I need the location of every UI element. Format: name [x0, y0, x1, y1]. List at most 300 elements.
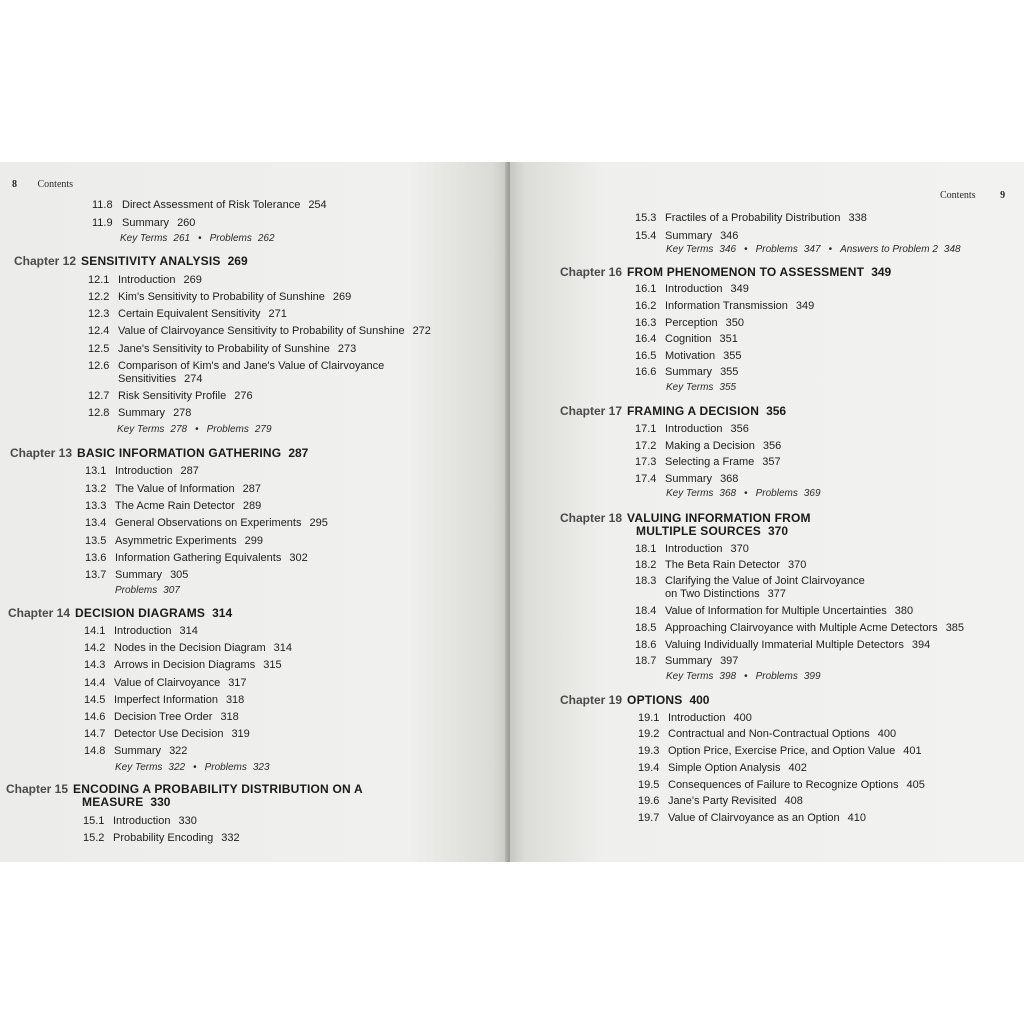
- toc-entry: [635, 366, 738, 379]
- toc-entry: [635, 639, 930, 652]
- bullet-separator: •: [828, 244, 833, 255]
- section-page: 349: [795, 300, 815, 312]
- toc-entry: [92, 217, 195, 230]
- end-matter-page: 323: [252, 762, 270, 773]
- section-number: 19.4: [638, 762, 660, 774]
- section-title: Simple Option Analysis: [668, 762, 781, 774]
- section-page: 322: [169, 745, 188, 757]
- section-page: 314: [179, 625, 198, 637]
- toc-entry: [84, 642, 292, 655]
- section-number: 16.1: [635, 283, 657, 295]
- end-matter-label: Problems: [755, 244, 798, 255]
- section-number: 17.1: [635, 423, 657, 435]
- section-title: Motivation: [665, 350, 716, 362]
- section-title: Introduction: [114, 625, 172, 637]
- end-matter-label: Problems: [209, 233, 252, 244]
- chapter-title: ENCODING A PROBABILITY DISTRIBUTION ON A: [73, 782, 363, 796]
- section-title: Summary: [118, 407, 166, 419]
- section-number: 12.1: [88, 274, 110, 286]
- section-number: 12.7: [88, 390, 110, 402]
- end-matter-label: Problems: [115, 585, 158, 596]
- section-number: 14.6: [84, 711, 106, 723]
- section-page: 315: [263, 659, 282, 671]
- section-page: 314: [273, 642, 292, 654]
- toc-entry: [635, 473, 738, 486]
- chapter-heading: [560, 694, 709, 707]
- section-title: Cognition: [665, 333, 712, 345]
- section-title: Value of Information for Multiple Uncertainties: [665, 605, 887, 617]
- section-page: 351: [719, 333, 738, 345]
- chapter-page: 400: [689, 693, 710, 707]
- toc-entry: [638, 779, 925, 792]
- end-matter-page: 399: [803, 671, 821, 682]
- section-number: 12.2: [88, 291, 110, 303]
- toc-entry: [85, 535, 263, 548]
- section-number: 16.4: [635, 333, 657, 345]
- chapter-heading: [560, 266, 891, 279]
- section-title: Arrows in Decision Diagrams: [114, 659, 256, 671]
- end-matter-page: 346: [719, 244, 737, 255]
- section-number: 19.2: [638, 728, 660, 740]
- right-running-head: [940, 190, 1005, 201]
- section-number: 13.5: [85, 535, 107, 547]
- section-title: Option Price, Exercise Price, and Option Value: [668, 745, 896, 757]
- toc-entry: [635, 230, 738, 243]
- end-matter-line: [666, 488, 821, 499]
- section-page: 338: [848, 212, 867, 224]
- section-number: 13.6: [85, 552, 107, 564]
- chapter-page: 356: [766, 404, 787, 418]
- end-matter-page: 278: [170, 424, 188, 435]
- toc-entry: [85, 500, 261, 513]
- section-title: Summary: [665, 473, 713, 485]
- section-title: Value of Clairvoyance: [114, 677, 221, 689]
- section-page: 287: [242, 483, 262, 495]
- section-number: 19.5: [638, 779, 660, 791]
- section-title-cont: Sensitivities: [118, 373, 177, 385]
- chapter-heading: [6, 783, 363, 809]
- section-title-cont: on Two Distinctions: [665, 588, 760, 600]
- toc-entry: [635, 605, 913, 618]
- chapter-label: Chapter 17: [560, 404, 623, 418]
- section-page: 276: [234, 390, 253, 402]
- section-number: 19.7: [638, 812, 660, 824]
- toc-entry: [638, 745, 922, 758]
- end-matter-line: [666, 382, 736, 393]
- end-matter-line: [115, 762, 270, 773]
- section-page: 269: [332, 291, 352, 303]
- section-page: 410: [847, 812, 866, 824]
- section-page: 356: [762, 440, 782, 452]
- section-page: 254: [308, 199, 327, 211]
- chapter-label: Chapter 13: [10, 446, 73, 460]
- section-title: Summary: [115, 569, 163, 581]
- right-running-head-title: Contents: [940, 190, 976, 201]
- toc-entry: [88, 274, 202, 287]
- left-running-head: [12, 179, 73, 190]
- toc-entry: [84, 694, 244, 707]
- end-matter-label: Answers to Problem 2: [840, 244, 938, 255]
- section-number: 15.4: [635, 230, 657, 242]
- toc-entry: [635, 456, 781, 469]
- toc-entry: [635, 283, 749, 296]
- toc-entry: [88, 343, 356, 356]
- section-title: Approaching Clairvoyance with Multiple Acme Detectors: [665, 622, 938, 634]
- section-number: 18.1: [635, 543, 657, 555]
- section-title: Summary: [665, 230, 713, 242]
- end-matter-label: Problems: [755, 488, 798, 499]
- toc-entry: [88, 360, 384, 386]
- section-page: 305: [170, 569, 189, 581]
- bullet-separator: •: [198, 233, 202, 244]
- section-page: 274: [184, 373, 203, 385]
- right-page-number: 9: [1000, 190, 1006, 201]
- section-page: 317: [228, 677, 247, 689]
- section-page: 272: [412, 325, 431, 337]
- section-title: Introduction: [113, 815, 171, 827]
- section-title: Summary: [665, 655, 713, 667]
- end-matter-page: 262: [257, 233, 275, 244]
- toc-entry: [83, 815, 197, 828]
- section-page: 271: [268, 308, 287, 320]
- toc-entry: [83, 832, 240, 845]
- section-number: 12.5: [88, 343, 110, 355]
- section-title: Perception: [665, 317, 718, 329]
- end-matter-label: Key Terms: [666, 671, 714, 682]
- section-number: 16.2: [635, 300, 657, 312]
- section-page: 370: [730, 543, 749, 555]
- section-title: Introduction: [665, 423, 723, 435]
- section-page: 299: [244, 535, 263, 547]
- section-title: General Observations on Experiments: [115, 517, 302, 529]
- section-number: 13.7: [85, 569, 107, 581]
- toc-entry: [84, 711, 239, 724]
- chapter-title-line2: [560, 525, 811, 538]
- left-page-number: 8: [12, 179, 17, 190]
- bullet-separator: •: [195, 424, 199, 435]
- section-title: Value of Clairvoyance Sensitivity to Probability of Sunshine: [118, 325, 405, 337]
- section-title: Contractual and Non-Contractual Options: [668, 728, 870, 740]
- section-page: 405: [906, 779, 925, 791]
- toc-entry: [85, 517, 328, 530]
- section-page: 273: [337, 343, 357, 355]
- section-number: 12.4: [88, 325, 110, 337]
- left-page: [0, 162, 508, 862]
- toc-entry: [638, 728, 896, 741]
- section-title: Making a Decision: [665, 440, 755, 452]
- end-matter-label: Key Terms: [666, 488, 714, 499]
- section-page: 319: [231, 728, 250, 740]
- chapter-title: FROM PHENOMENON TO ASSESSMENT: [627, 265, 865, 279]
- bullet-separator: •: [744, 488, 748, 499]
- end-matter-label: Key Terms: [120, 233, 168, 244]
- toc-entry: [84, 677, 247, 690]
- section-page: 332: [221, 832, 240, 844]
- toc-entry: [635, 300, 814, 313]
- section-title: Selecting a Frame: [665, 456, 755, 468]
- chapter-label: Chapter 14: [8, 606, 71, 620]
- section-number: 18.5: [635, 622, 657, 634]
- toc-entry: [635, 655, 738, 668]
- chapter-label: Chapter 16: [560, 265, 623, 279]
- toc-entry: [635, 212, 867, 225]
- left-running-head-title: Contents: [37, 179, 74, 190]
- end-matter-label: Problems: [755, 671, 798, 682]
- section-number: 15.2: [83, 832, 105, 844]
- toc-entry: [88, 308, 287, 321]
- chapter-label: Chapter 12: [14, 254, 77, 268]
- toc-entry: [84, 745, 187, 758]
- toc-entry: [638, 762, 807, 775]
- section-number: 14.1: [84, 625, 106, 637]
- chapter-title: VALUING INFORMATION FROM: [627, 511, 811, 525]
- section-title: Valuing Individually Immaterial Multiple Detectors: [665, 639, 904, 651]
- toc-entry: [88, 291, 351, 304]
- section-page: 402: [788, 762, 807, 774]
- open-book: [0, 162, 1024, 862]
- section-title: Decision Tree Order: [114, 711, 213, 723]
- section-title: Consequences of Failure to Recognize Options: [668, 779, 899, 791]
- section-number: 15.3: [635, 212, 657, 224]
- section-title: Probability Encoding: [113, 832, 214, 844]
- end-matter-page: 279: [254, 424, 272, 435]
- end-matter-label: Key Terms: [117, 424, 165, 435]
- section-number: 11.8: [92, 199, 113, 211]
- toc-entry: [85, 483, 261, 496]
- section-title: Nodes in the Decision Diagram: [114, 642, 266, 654]
- section-title: Kim's Sensitivity to Probability of Sunshine: [118, 291, 325, 303]
- section-number: 18.3: [635, 575, 657, 587]
- toc-entry: [638, 795, 803, 808]
- section-number: 16.6: [635, 366, 657, 378]
- section-title: Comparison of Kim's and Jane's Value of Clairvoyance: [118, 360, 385, 372]
- section-page: 368: [720, 473, 739, 485]
- section-number: 15.1: [83, 815, 105, 827]
- chapter-heading: [10, 447, 308, 460]
- section-title: Summary: [122, 217, 170, 229]
- chapter-title: FRAMING A DECISION: [627, 404, 760, 418]
- section-title-line2: [635, 588, 865, 601]
- end-matter-line: [666, 244, 961, 255]
- section-page: 350: [725, 317, 744, 329]
- end-matter-line: [666, 671, 821, 682]
- section-number: 17.3: [635, 456, 657, 468]
- section-number: 14.2: [84, 642, 106, 654]
- chapter-page: 314: [212, 606, 233, 620]
- section-page: 357: [762, 456, 781, 468]
- section-title: Information Gathering Equivalents: [115, 552, 282, 564]
- bullet-separator: •: [744, 244, 748, 255]
- section-title: Jane's Sensitivity to Probability of Sunshine: [118, 343, 330, 355]
- section-number: 12.8: [88, 407, 110, 419]
- section-page: 318: [220, 711, 239, 723]
- toc-entry: [85, 552, 308, 565]
- section-title: Introduction: [118, 274, 176, 286]
- section-page: 346: [720, 230, 739, 242]
- toc-entry: [635, 440, 781, 453]
- section-page: 400: [877, 728, 897, 740]
- section-title: Imperfect Information: [114, 694, 218, 706]
- section-number: 16.3: [635, 317, 657, 329]
- end-matter-label: Problems: [206, 424, 249, 435]
- chapter-page: 287: [288, 446, 309, 460]
- section-page: 278: [173, 407, 192, 419]
- chapter-title: BASIC INFORMATION GATHERING: [77, 446, 282, 460]
- end-matter-label: Key Terms: [666, 382, 714, 393]
- end-matter-line: [120, 233, 275, 244]
- chapter-page: 370: [767, 524, 789, 538]
- section-title: Summary: [665, 366, 713, 378]
- bullet-separator: •: [193, 762, 197, 773]
- section-number: 19.6: [638, 795, 660, 807]
- section-title: Jane's Party Revisited: [668, 795, 777, 807]
- toc-entry: [85, 465, 199, 478]
- toc-entry: [635, 423, 749, 436]
- end-matter-page: 347: [803, 244, 821, 255]
- section-number: 17.4: [635, 473, 657, 485]
- bullet-separator: •: [744, 671, 748, 682]
- toc-entry: [638, 812, 866, 825]
- section-page: 400: [733, 712, 752, 724]
- end-matter-label: Problems: [204, 762, 247, 773]
- section-number: 13.2: [85, 483, 107, 495]
- section-number: 13.4: [85, 517, 107, 529]
- section-number: 12.6: [88, 360, 110, 372]
- section-title: Value of Clairvoyance as an Option: [668, 812, 840, 824]
- toc-entry: [635, 543, 749, 556]
- chapter-title-line2: [6, 796, 363, 809]
- section-number: 14.8: [84, 745, 106, 757]
- section-title: Summary: [114, 745, 162, 757]
- section-page: 260: [177, 217, 196, 229]
- section-number: 18.7: [635, 655, 657, 667]
- section-number: 17.2: [635, 440, 657, 452]
- toc-entry: [88, 325, 431, 338]
- section-number: 16.5: [635, 350, 657, 362]
- section-number: 14.7: [84, 728, 106, 740]
- end-matter-label: Key Terms: [115, 762, 163, 773]
- end-matter-line: [115, 585, 180, 596]
- chapter-title: OPTIONS: [627, 693, 683, 707]
- toc-entry: [635, 333, 738, 346]
- end-matter-page: 307: [163, 585, 180, 596]
- end-matter-page: 348: [943, 244, 961, 255]
- end-matter-page: 398: [719, 671, 737, 682]
- toc-entry: [635, 317, 744, 330]
- toc-entry: [635, 559, 806, 572]
- section-title: Clarifying the Value of Joint Clairvoyance: [665, 575, 865, 587]
- toc-entry: [88, 407, 191, 420]
- section-number: 18.2: [635, 559, 657, 571]
- toc-entry: [84, 625, 198, 638]
- section-page: 394: [911, 639, 931, 651]
- end-matter-page: 368: [719, 488, 737, 499]
- chapter-label: Chapter 18: [560, 511, 623, 525]
- section-page: 408: [784, 795, 803, 807]
- section-title: Introduction: [665, 283, 723, 295]
- chapter-label: Chapter 15: [6, 782, 69, 796]
- section-number: 14.3: [84, 659, 106, 671]
- section-number: 14.4: [84, 677, 106, 689]
- section-page: 356: [730, 423, 749, 435]
- chapter-heading: [14, 255, 248, 268]
- section-title: Detector Use Decision: [114, 728, 224, 740]
- toc-entry: [84, 728, 250, 741]
- section-page: 330: [178, 815, 197, 827]
- end-matter-line: [117, 424, 272, 435]
- section-page: 355: [723, 350, 742, 362]
- right-page: [510, 162, 1024, 862]
- toc-entry: [85, 569, 188, 582]
- section-page: 355: [720, 366, 739, 378]
- section-page: 370: [787, 559, 807, 571]
- chapter-heading: [560, 405, 786, 418]
- end-matter-page: 322: [168, 762, 186, 773]
- chapter-page: 330: [150, 795, 171, 809]
- section-page: 302: [289, 552, 308, 564]
- section-title: The Beta Rain Detector: [665, 559, 780, 571]
- section-number: 14.5: [84, 694, 106, 706]
- section-number: 19.1: [638, 712, 660, 724]
- section-title: Information Transmission: [665, 300, 788, 312]
- section-title: Fractiles of a Probability Distribution: [665, 212, 841, 224]
- toc-entry: [635, 622, 964, 635]
- section-page: 385: [945, 622, 965, 634]
- chapter-heading: [8, 607, 232, 620]
- end-matter-page: 369: [803, 488, 821, 499]
- section-title: Introduction: [668, 712, 726, 724]
- chapter-page: 349: [871, 265, 892, 279]
- section-title: Asymmetric Experiments: [115, 535, 237, 547]
- chapter-title-cont: MULTIPLE SOURCES: [636, 524, 761, 538]
- toc-entry: [88, 390, 253, 403]
- section-page: 397: [720, 655, 739, 667]
- section-page: 318: [225, 694, 245, 706]
- chapter-page: 269: [227, 254, 248, 268]
- section-title: Direct Assessment of Risk Tolerance: [122, 199, 301, 211]
- toc-entry: [635, 350, 742, 363]
- section-page: 269: [183, 274, 202, 286]
- section-page: 401: [903, 745, 922, 757]
- section-number: 18.4: [635, 605, 657, 617]
- section-page: 289: [242, 500, 262, 512]
- toc-entry: [84, 659, 282, 672]
- section-number: 19.3: [638, 745, 660, 757]
- section-title: The Acme Rain Detector: [115, 500, 235, 512]
- section-number: 13.3: [85, 500, 107, 512]
- section-page: 377: [767, 588, 786, 600]
- section-page: 380: [894, 605, 914, 617]
- end-matter-label: Key Terms: [666, 244, 714, 255]
- section-title: Certain Equivalent Sensitivity: [118, 308, 261, 320]
- section-number: 12.3: [88, 308, 110, 320]
- section-title: The Value of Information: [115, 483, 235, 495]
- section-page: 295: [309, 517, 328, 529]
- chapter-title: SENSITIVITY ANALYSIS: [81, 254, 221, 268]
- section-number: 11.9: [92, 217, 113, 229]
- section-page: 287: [180, 465, 199, 477]
- section-number: 13.1: [85, 465, 107, 477]
- section-title: Risk Sensitivity Profile: [118, 390, 227, 402]
- end-matter-page: 261: [173, 233, 191, 244]
- chapter-label: Chapter 19: [560, 693, 623, 707]
- chapter-heading: [560, 512, 811, 538]
- toc-entry: [638, 712, 752, 725]
- chapter-title: DECISION DIAGRAMS: [75, 606, 206, 620]
- toc-entry: [635, 575, 865, 601]
- section-title: Introduction: [665, 543, 723, 555]
- section-title: Introduction: [115, 465, 173, 477]
